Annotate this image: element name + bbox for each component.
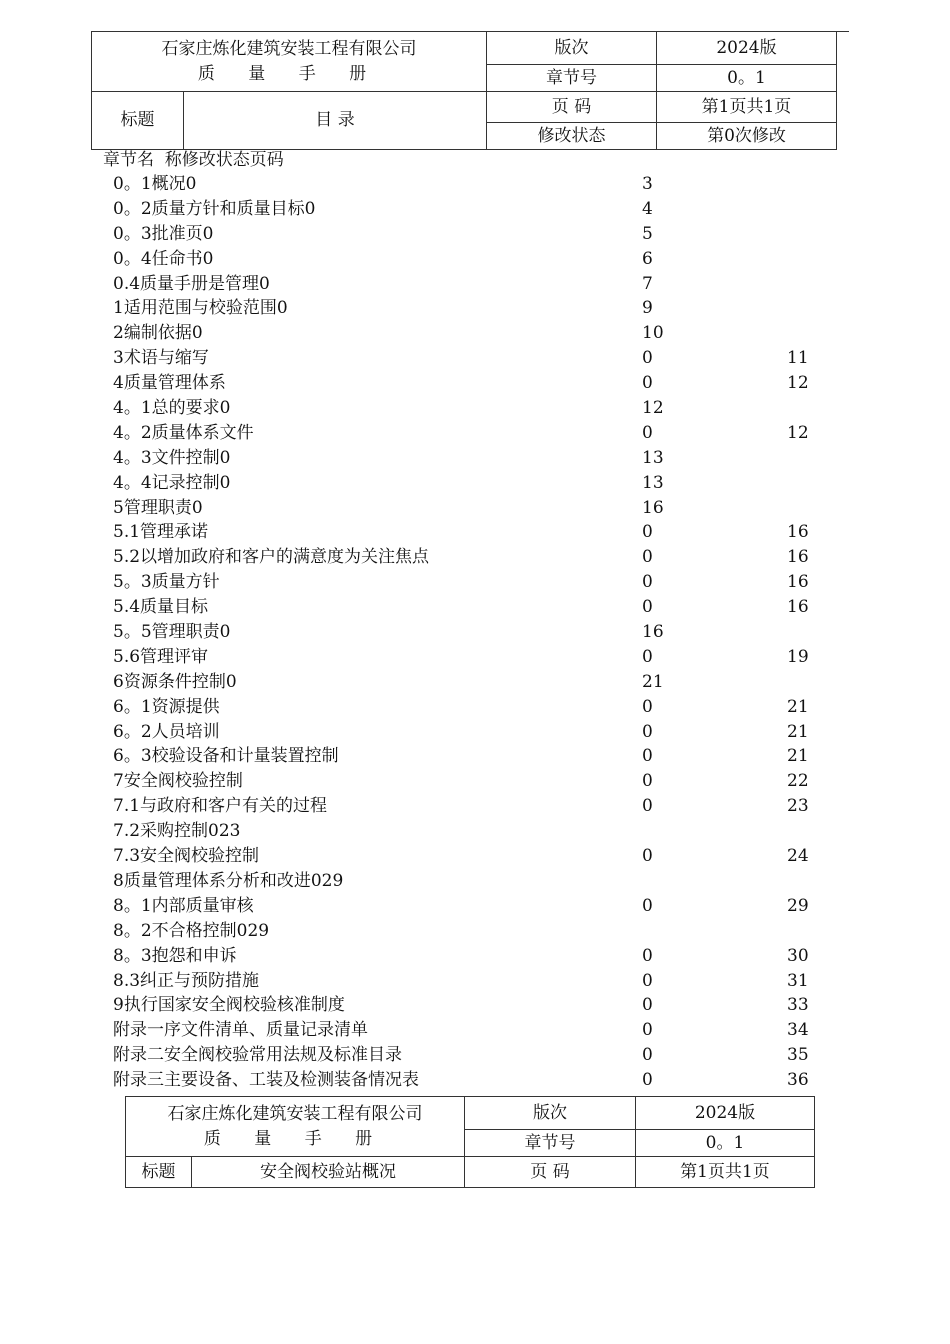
toc-entry-title: 5管理职责0	[113, 497, 203, 518]
toc-entry-title: 附录一序文件清单、质量记录清单	[113, 1020, 368, 1041]
toc-entry-title: 4。2质量体系文件	[113, 422, 254, 443]
toc-entry-title: 7.3安全阀校验控制	[113, 846, 260, 867]
toc-entry-title: 4。1总的要求0	[113, 398, 231, 419]
toc-entry-status: 0	[642, 646, 653, 667]
version-value: 2024版	[657, 32, 837, 65]
toc-entry-page: 16	[642, 622, 664, 643]
toc-entry	[113, 919, 833, 944]
toc-entry-page: 16	[787, 522, 809, 543]
toc-entry-status: 0	[642, 373, 653, 394]
toc-entry	[113, 496, 833, 521]
title-value: 目 录	[184, 92, 487, 150]
revision-value: 第0次修改	[657, 123, 837, 150]
toc-entry	[113, 844, 833, 869]
toc-entry-page: 19	[787, 646, 809, 667]
toc-entry	[113, 969, 833, 994]
toc-entry-page: 16	[787, 547, 809, 568]
toc-entry-page: 11	[787, 348, 809, 369]
toc-entry-page: 7	[642, 273, 653, 294]
toc-entry-page: 34	[787, 1020, 809, 1041]
version-value: 2024版	[636, 1097, 815, 1130]
toc-entry-page: 16	[642, 497, 664, 518]
toc-entry	[113, 1018, 833, 1043]
toc-entry-title: 0。2质量方针和质量目标0	[113, 198, 316, 219]
toc-entry-title: 6。3校验设备和计量装置控制	[113, 746, 339, 767]
toc-entry-status: 0	[642, 970, 653, 991]
toc-entry-page: 13	[642, 447, 664, 468]
toc-entry	[113, 197, 833, 222]
section-label: 章节号	[487, 65, 657, 92]
toc-entry-page: 5	[642, 223, 653, 244]
toc-entry-title: 8.3纠正与预防措施	[113, 970, 260, 991]
toc-entry	[113, 1068, 833, 1093]
toc-entry-page: 21	[787, 746, 809, 767]
toc-entry	[113, 471, 833, 496]
toc-entry-page: 24	[787, 846, 809, 867]
toc-entry-title: 5.4质量目标	[113, 597, 209, 618]
toc-entry-title: 5.6管理评审	[113, 646, 209, 667]
toc-entry	[113, 744, 833, 769]
toc-entry	[113, 247, 833, 272]
toc-entry-title: 0。1概况0	[113, 174, 197, 194]
company-name: 石家庄炼化建筑安装工程有限公司	[167, 1103, 423, 1124]
page-label: 页 码	[465, 1157, 636, 1188]
section-label: 章节号	[465, 1130, 636, 1157]
toc-entry-page: 4	[642, 198, 653, 219]
toc-entry-title: 9执行国家安全阀校验核准制度	[113, 995, 345, 1016]
toc-entry-title: 8。3抱怨和申诉	[113, 945, 237, 966]
toc-entry-status: 0	[642, 696, 653, 717]
toc-entry-title: 0。4任命书0	[113, 248, 214, 269]
toc-entry-title: 7.1与政府和客户有关的过程	[113, 796, 328, 817]
toc-entry-page: 21	[787, 696, 809, 717]
toc-entry	[113, 222, 833, 247]
title-value: 安全阀校验站概况	[192, 1157, 465, 1188]
toc-entry-page: 33	[787, 995, 809, 1016]
toc-entry-title: 0。3批准页0	[113, 223, 214, 244]
toc-entry-page: 30	[787, 945, 809, 966]
toc-entry-title: 0.4质量手册是管理0	[113, 273, 270, 294]
toc-entry-page: 36	[787, 1070, 809, 1091]
toc-entry	[113, 296, 833, 321]
toc-entry-title: 7.2采购控制023	[113, 821, 241, 842]
toc-entry	[113, 869, 833, 894]
company-cell	[126, 1097, 465, 1157]
version-label: 版次	[465, 1097, 636, 1130]
toc-entry-page: 6	[642, 248, 653, 269]
page-value: 第1页共1页	[636, 1157, 815, 1188]
toc-entry-page: 10	[642, 323, 664, 344]
toc-entry-title: 6资源条件控制0	[113, 671, 237, 692]
toc-entry-status: 0	[642, 796, 653, 817]
toc-entry-status: 0	[642, 572, 653, 593]
toc-entry-status: 0	[642, 945, 653, 966]
toc-entry	[113, 421, 833, 446]
toc-entry-title: 1适用范围与校验范围0	[113, 298, 288, 319]
toc-entry	[113, 396, 833, 421]
toc-entry-page: 21	[787, 721, 809, 742]
toc-entry-status: 0	[642, 547, 653, 568]
toc-entry-page: 35	[787, 1045, 809, 1066]
toc-entry-page: 12	[642, 398, 664, 419]
toc-entry-title: 2编制依据0	[113, 323, 203, 344]
toc-entry	[113, 570, 833, 595]
toc-entry-status: 0	[642, 1020, 653, 1041]
toc-entry-status: 0	[642, 895, 653, 916]
toc-entry-status: 0	[642, 846, 653, 867]
next-page-header-table	[125, 1096, 815, 1188]
toc-entry	[113, 1043, 833, 1068]
toc-entry	[113, 272, 833, 297]
toc-entry-status: 0	[642, 1070, 653, 1091]
toc-entry-page: 16	[787, 572, 809, 593]
toc-entry-page: 29	[787, 895, 809, 916]
section-value: 0。1	[657, 65, 837, 92]
toc-entry-title: 8。2不合格控制029	[113, 920, 270, 941]
toc-entry	[113, 595, 833, 620]
toc-entry-page: 12	[787, 373, 809, 394]
toc-entry-page: 9	[642, 298, 653, 319]
company-cell	[92, 32, 487, 92]
toc-entry	[113, 769, 833, 794]
title-label: 标题	[92, 92, 184, 150]
toc-entry	[113, 545, 833, 570]
manual-title: 质 量 手 册	[197, 63, 381, 84]
toc-entry-status: 0	[642, 746, 653, 767]
toc-entry-page: 16	[787, 597, 809, 618]
title-label: 标题	[126, 1157, 192, 1188]
toc-entry-title: 7安全阀校验控制	[113, 771, 243, 792]
toc-entry-title: 5.1管理承诺	[113, 522, 209, 543]
toc-entry-page: 23	[787, 796, 809, 817]
toc-entry	[113, 446, 833, 471]
table-of-contents	[113, 172, 833, 1093]
toc-entry	[113, 944, 833, 969]
corner-rule	[836, 31, 849, 32]
document-header-table	[91, 31, 837, 150]
toc-entry-status: 0	[642, 348, 653, 369]
version-label: 版次	[487, 32, 657, 65]
toc-entry-status: 0	[642, 422, 653, 443]
toc-entry-status: 0	[642, 1045, 653, 1066]
toc-entry	[113, 346, 833, 371]
toc-entry-title: 附录二安全阀校验常用法规及标准目录	[113, 1045, 402, 1066]
toc-entry-title: 4。3文件控制0	[113, 447, 231, 468]
toc-entry	[113, 794, 833, 819]
toc-entry	[113, 645, 833, 670]
toc-entry	[113, 321, 833, 346]
toc-entry	[113, 172, 833, 197]
toc-entry	[113, 520, 833, 545]
toc-entry-page: 22	[787, 771, 809, 792]
manual-title: 质 量 手 册	[203, 1128, 387, 1149]
toc-entry-status: 0	[642, 721, 653, 742]
toc-entry	[113, 819, 833, 844]
toc-entry	[113, 720, 833, 745]
toc-entry-title: 5。3质量方针	[113, 572, 220, 593]
toc-entry-status: 0	[642, 597, 653, 618]
toc-entry-page: 31	[787, 970, 809, 991]
toc-entry-title: 5.2以增加政府和客户的满意度为关注焦点	[113, 547, 430, 568]
page-value: 第1页共1页	[657, 92, 837, 123]
page-label: 页 码	[487, 92, 657, 123]
toc-entry-page: 3	[642, 174, 653, 194]
toc-entry	[113, 371, 833, 396]
toc-entry	[113, 670, 833, 695]
toc-entry-status: 0	[642, 995, 653, 1016]
company-name: 石家庄炼化建筑安装工程有限公司	[161, 38, 417, 59]
toc-entry-title: 6。1资源提供	[113, 696, 220, 717]
revision-label: 修改状态	[487, 123, 657, 150]
toc-entry-title: 3术语与缩写	[113, 348, 209, 369]
toc-entry-title: 4质量管理体系	[113, 373, 226, 394]
toc-column-header: 章节名 称修改状态页码	[103, 150, 284, 170]
toc-entry-title: 6。2人员培训	[113, 721, 220, 742]
toc-entry-title: 4。4记录控制0	[113, 472, 231, 493]
toc-entry	[113, 695, 833, 720]
toc-entry	[113, 993, 833, 1018]
toc-entry-page: 13	[642, 472, 664, 493]
toc-entry-status: 0	[642, 522, 653, 543]
toc-entry	[113, 894, 833, 919]
toc-entry	[113, 620, 833, 645]
toc-entry-title: 8。1内部质量审核	[113, 895, 254, 916]
toc-entry-title: 附录三主要设备、工装及检测装备情况表	[113, 1070, 419, 1091]
section-value: 0。1	[636, 1130, 815, 1157]
toc-entry-title: 8质量管理体系分析和改进029	[113, 870, 344, 891]
toc-entry-status: 0	[642, 771, 653, 792]
toc-entry-page: 21	[642, 671, 664, 692]
toc-entry-title: 5。5管理职责0	[113, 622, 231, 643]
toc-entry-page: 12	[787, 422, 809, 443]
